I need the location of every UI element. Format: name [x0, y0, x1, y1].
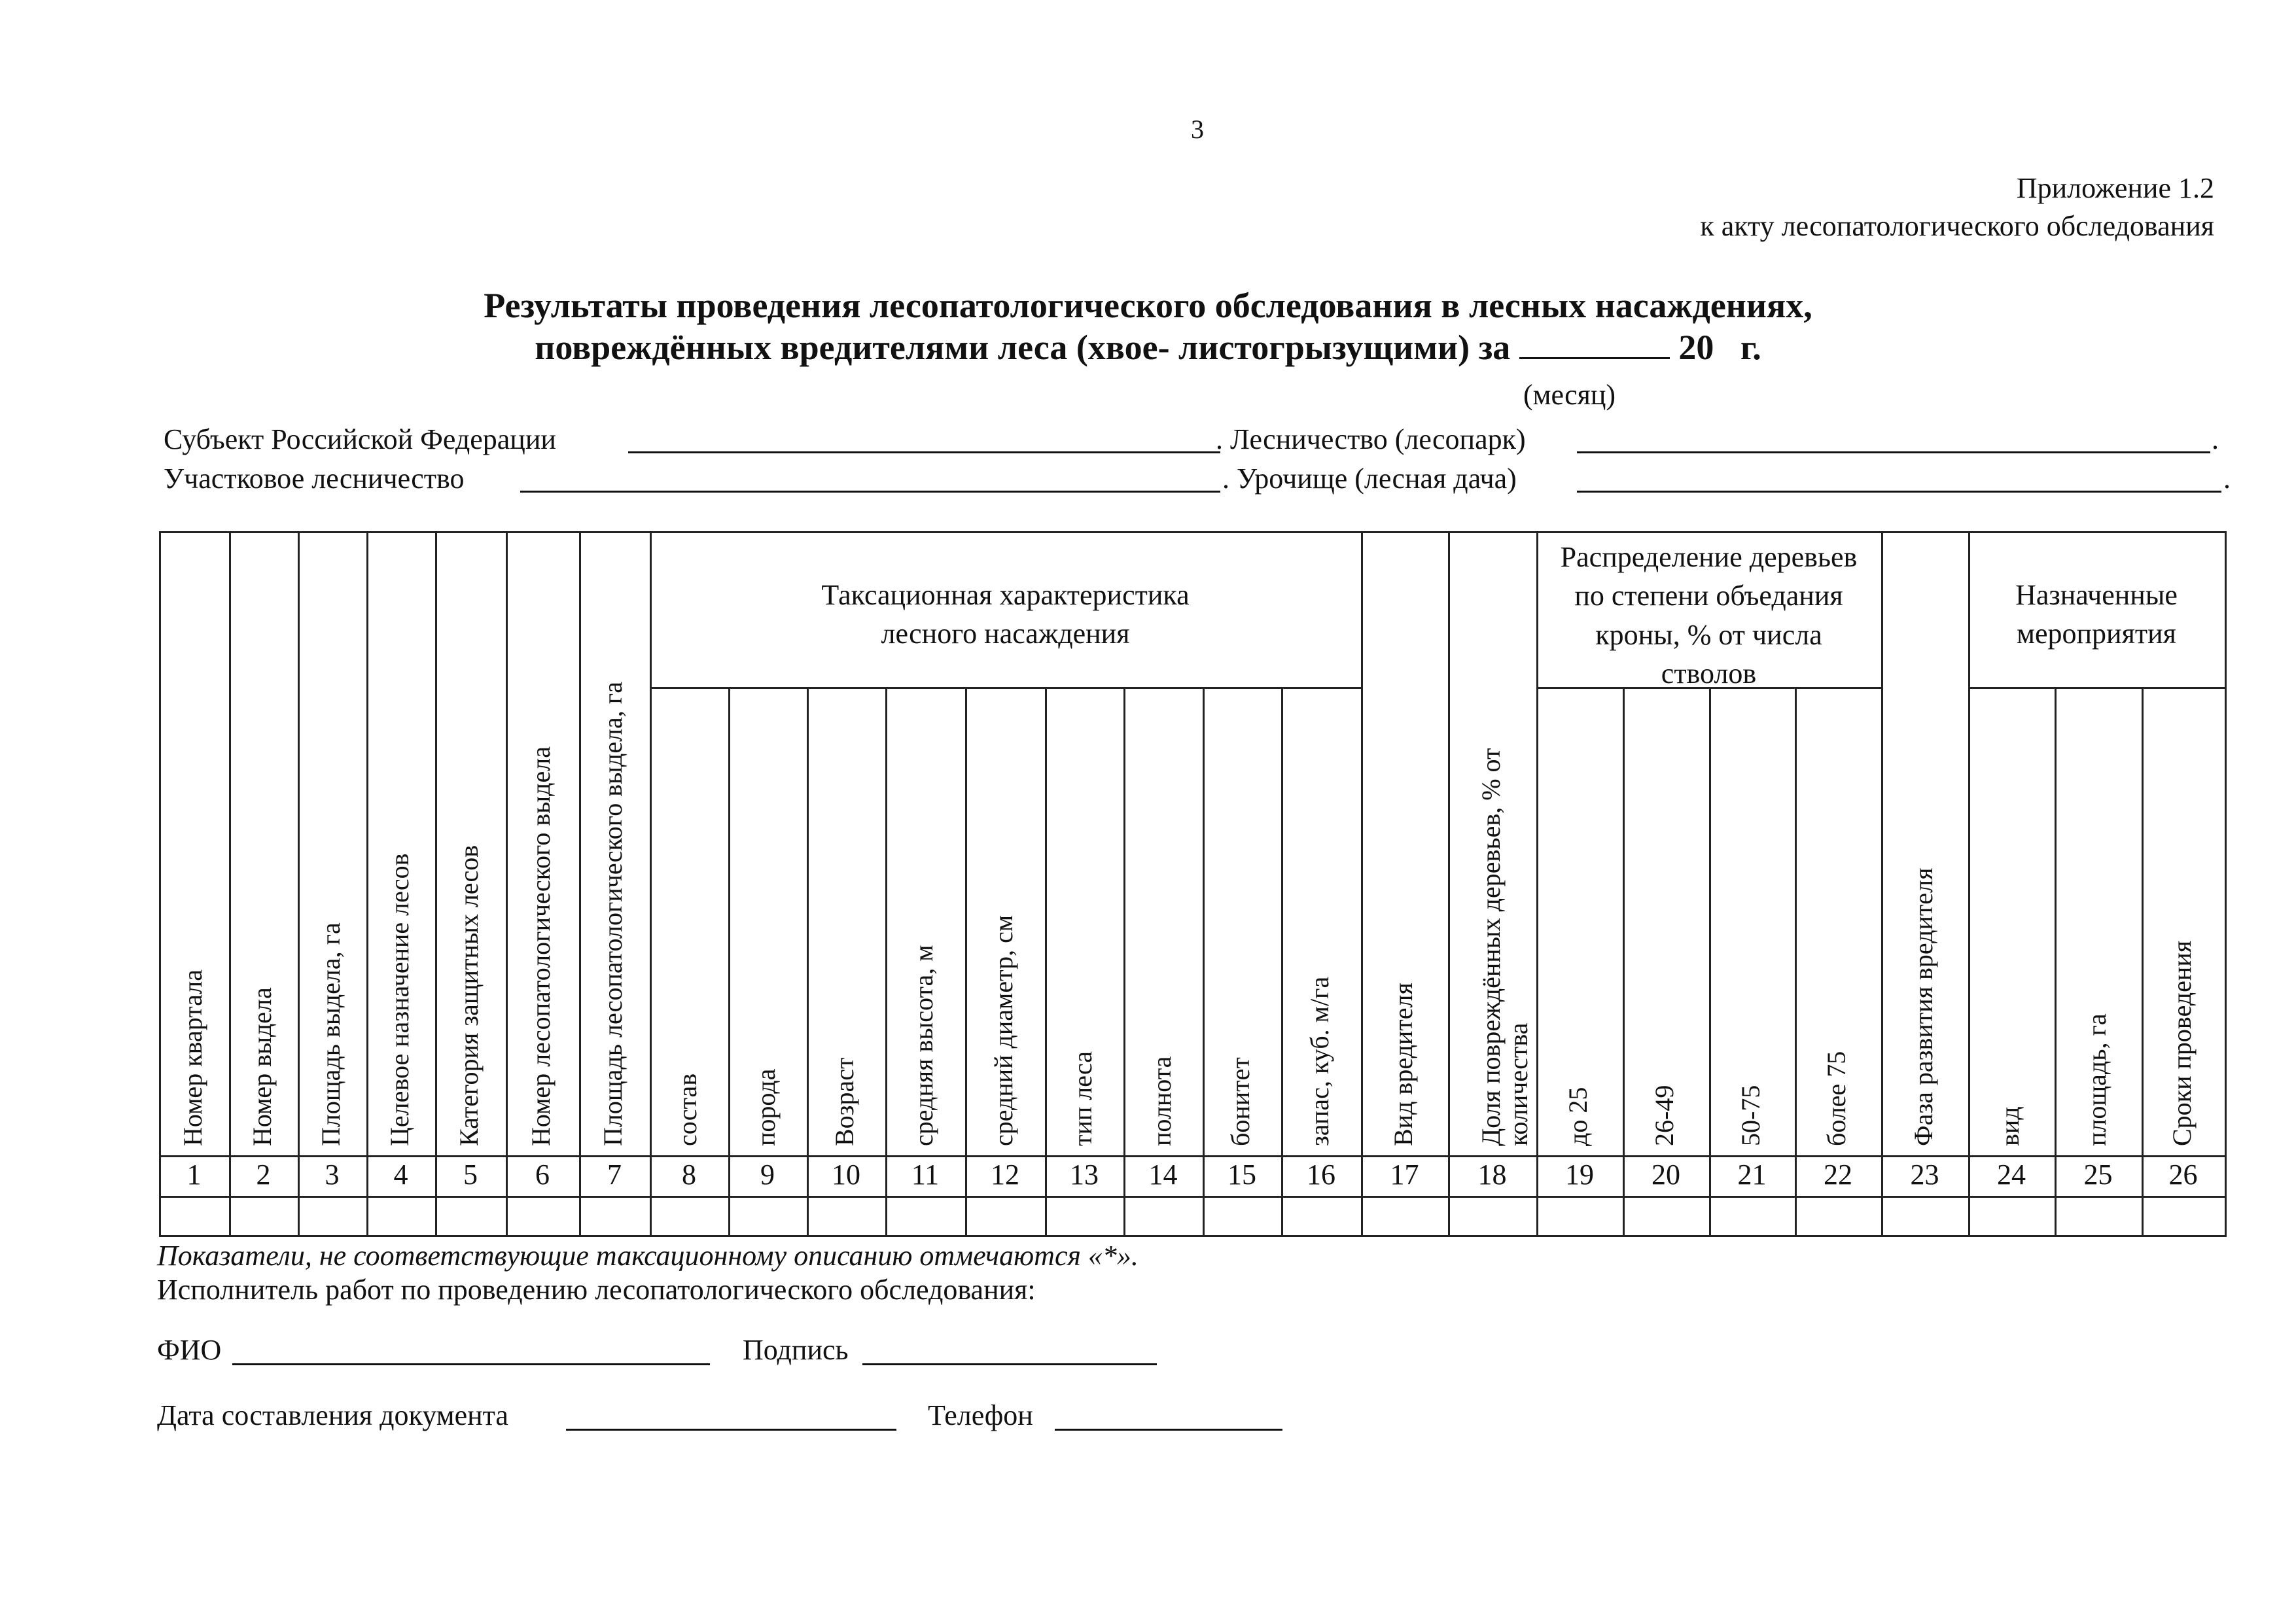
column-header-2: Номер выдела	[247, 987, 277, 1146]
table-column-line	[2142, 687, 2144, 1237]
column-header-7: Площадь лесопатологического выдела, га	[598, 682, 627, 1146]
title-period-text: повреждённых вредителями леса (хвое- листогрызущими) за	[535, 328, 1511, 367]
table-column-line	[435, 531, 437, 1237]
column-number-22: 22	[1824, 1159, 1852, 1191]
column-number-4: 4	[393, 1159, 408, 1191]
column-header-18-line2: количества	[1503, 1022, 1533, 1146]
measures-subheader-line	[1968, 687, 2227, 689]
month-blank[interactable]	[1519, 357, 1670, 359]
column-number-26: 26	[2168, 1159, 2198, 1191]
column-header-18: Доля повреждённых деревьев, % от	[1475, 748, 1506, 1146]
column-header-25: площадь, га	[2081, 1013, 2111, 1146]
date-label: Дата составления документа	[157, 1399, 508, 1431]
column-number-11: 11	[911, 1159, 940, 1191]
table-column-line	[1448, 531, 1450, 1237]
data-cell-14[interactable]	[1123, 1198, 1203, 1235]
data-cell-2[interactable]	[229, 1198, 298, 1235]
column-header-23: Фаза развития вредителя	[1908, 867, 1938, 1146]
table-column-line	[1281, 687, 1283, 1237]
column-header-13: тип леса	[1068, 1051, 1097, 1146]
table-column-line	[2055, 687, 2057, 1237]
data-cell-24[interactable]	[1968, 1198, 2055, 1235]
month-hint: (месяц)	[1523, 379, 1616, 411]
column-number-7: 7	[607, 1159, 622, 1191]
column-number-18: 18	[1477, 1159, 1507, 1191]
data-cell-1[interactable]	[159, 1198, 229, 1235]
column-header-24: вид	[1995, 1106, 2024, 1146]
distribution-group-header	[1536, 538, 1881, 693]
footnote: Показатели, не соответствующие таксационному описанию отмечаются «*».	[157, 1240, 1139, 1272]
column-number-20: 20	[1651, 1159, 1680, 1191]
table-column-line	[229, 531, 231, 1237]
column-header-26: Сроки проведения	[2166, 940, 2197, 1146]
measures-group-header	[1968, 576, 2225, 654]
distribution-header-line-2: по степени объедания	[1574, 580, 1843, 612]
appendix-line-2: к акту лесопатологического обследования	[1700, 210, 2214, 242]
subject-label: Субъект Российской Федерации	[164, 423, 556, 455]
table-column-line	[506, 531, 508, 1237]
distribution-header-line-4: стволов	[1661, 657, 1757, 690]
column-header-19: до 25	[1563, 1087, 1593, 1146]
column-header-12: средний диаметр, см	[989, 915, 1018, 1146]
document-title-line-2	[0, 330, 2296, 365]
data-cell-13[interactable]	[1045, 1198, 1123, 1235]
column-header-4: Целевое назначение лесов	[384, 853, 414, 1146]
column-header-16: запас, куб. м/га	[1305, 976, 1334, 1146]
data-cell-11[interactable]	[885, 1198, 965, 1235]
column-number-21: 21	[1737, 1159, 1767, 1191]
column-header-10: Возраст	[830, 1057, 859, 1146]
column-header-20: 26-49	[1650, 1085, 1679, 1146]
data-cell-3[interactable]	[298, 1198, 366, 1235]
table-column-line	[1045, 687, 1047, 1237]
tract-end-dot: .	[2223, 462, 2231, 495]
forestry-field[interactable]	[1577, 451, 2210, 453]
data-cell-18[interactable]	[1448, 1198, 1536, 1235]
district-label: Участковое лесничество	[164, 462, 465, 495]
table-column-line	[298, 531, 300, 1237]
measures-header-line-1: Назначенные	[2015, 579, 2178, 611]
phone-field[interactable]	[1055, 1429, 1282, 1431]
column-number-15: 15	[1227, 1159, 1256, 1191]
column-header-1: Номер квартала	[177, 969, 207, 1146]
taxation-header-line-1: Таксационная характеристика	[821, 579, 1190, 611]
table-column-line	[728, 687, 730, 1237]
column-number-14: 14	[1148, 1159, 1178, 1191]
column-header-17: Вид вредителя	[1388, 983, 1418, 1146]
data-cell-5[interactable]	[435, 1198, 506, 1235]
table-column-line	[159, 531, 161, 1237]
phone-label: Телефон	[928, 1399, 1033, 1431]
data-cell-26[interactable]	[2142, 1198, 2225, 1235]
distribution-header-line-1: Распределение деревьев	[1560, 541, 1858, 573]
table-column-line	[1361, 531, 1363, 1237]
district-field[interactable]	[520, 491, 1220, 493]
column-number-1: 1	[186, 1159, 202, 1191]
subject-field[interactable]	[628, 451, 1220, 453]
column-header-11: средняя высота, м	[909, 945, 938, 1146]
taxation-subheader-line	[650, 687, 1363, 689]
column-number-24: 24	[1997, 1159, 2026, 1191]
column-number-12: 12	[991, 1159, 1019, 1191]
column-number-5: 5	[463, 1159, 478, 1191]
year-suffix: г.	[1740, 328, 1761, 367]
column-header-8: состав	[673, 1073, 702, 1146]
executor-label: Исполнитель работ по проведению лесопатологического обследования:	[157, 1274, 1036, 1306]
table-column-line	[1623, 687, 1625, 1237]
distribution-header-line-3: кроны, % от числа	[1595, 618, 1822, 651]
column-header-22: более 75	[1822, 1051, 1851, 1146]
table-border-bottom	[159, 1235, 2227, 1237]
table-column-line	[1123, 687, 1125, 1237]
tract-field[interactable]	[1577, 491, 2221, 493]
data-cell-23[interactable]	[1881, 1198, 1968, 1235]
data-cell-22[interactable]	[1795, 1198, 1881, 1235]
column-number-9: 9	[760, 1159, 775, 1191]
appendix-line-1: Приложение 1.2	[2016, 172, 2214, 204]
forestry-end-dot: .	[2212, 423, 2219, 455]
column-header-21: 50-75	[1735, 1085, 1765, 1146]
column-number-17: 17	[1390, 1159, 1419, 1191]
taxation-header-line-2: лесного насаждения	[881, 618, 1130, 650]
data-cell-10[interactable]	[807, 1198, 885, 1235]
column-number-3: 3	[325, 1159, 340, 1191]
column-number-10: 10	[832, 1159, 860, 1191]
data-cell-20[interactable]	[1623, 1198, 1709, 1235]
table-column-line	[1203, 687, 1205, 1237]
data-cell-16[interactable]	[1281, 1198, 1361, 1235]
column-header-14: полнота	[1146, 1056, 1176, 1146]
signature-field[interactable]	[862, 1363, 1157, 1365]
fio-field[interactable]	[232, 1363, 710, 1365]
column-number-2: 2	[256, 1159, 271, 1191]
table-column-line	[885, 687, 887, 1237]
data-cell-6[interactable]	[506, 1198, 579, 1235]
column-number-25: 25	[2083, 1159, 2113, 1191]
table-column-line	[366, 531, 368, 1237]
column-header-6: Номер лесопатологического выдела	[526, 746, 556, 1146]
measures-header-line-2: мероприятия	[2017, 618, 2176, 650]
table-column-line	[2225, 531, 2227, 1237]
table-column-line	[1881, 531, 1883, 1237]
data-cell-4[interactable]	[366, 1198, 435, 1235]
data-cell-7[interactable]	[579, 1198, 650, 1235]
table-column-line	[1709, 687, 1711, 1237]
table-column-line	[1795, 687, 1797, 1237]
document-title-line-1: Результаты проведения лесопатологического обследования в лесных насаждениях,	[484, 286, 1812, 325]
tract-label: . Урочище (лесная дача)	[1222, 462, 1517, 495]
signature-label: Подпись	[743, 1334, 849, 1366]
data-cell-17[interactable]	[1361, 1198, 1448, 1235]
table-column-line	[579, 531, 581, 1237]
column-number-16: 16	[1307, 1159, 1335, 1191]
page-number: 3	[1191, 114, 1204, 144]
taxation-group-header	[650, 576, 1361, 654]
column-header-15: бонитет	[1226, 1057, 1255, 1146]
table-border-top	[159, 531, 2227, 533]
date-field[interactable]	[566, 1429, 896, 1431]
column-header-3: Площадь выдела, га	[315, 922, 345, 1146]
column-number-19: 19	[1565, 1159, 1594, 1191]
fio-label: ФИО	[157, 1334, 222, 1366]
column-number-23: 23	[1910, 1159, 1939, 1191]
column-number-6: 6	[535, 1159, 550, 1191]
column-header-9: порода	[751, 1068, 781, 1146]
data-cell-15[interactable]	[1203, 1198, 1281, 1235]
data-cell-19[interactable]	[1536, 1198, 1623, 1235]
table-column-line	[965, 687, 967, 1237]
column-number-13: 13	[1070, 1159, 1099, 1191]
column-number-8: 8	[682, 1159, 696, 1191]
table-column-line	[807, 687, 809, 1237]
data-cell-21[interactable]	[1709, 1198, 1795, 1235]
year-text: 20	[1678, 328, 1714, 367]
data-cell-25[interactable]	[2055, 1198, 2142, 1235]
forestry-label: . Лесничество (лесопарк)	[1216, 423, 1526, 455]
data-cell-9[interactable]	[728, 1198, 807, 1235]
data-cell-8[interactable]	[650, 1198, 728, 1235]
data-cell-12[interactable]	[965, 1198, 1045, 1235]
column-header-5: Категория защитных лесов	[454, 845, 484, 1146]
